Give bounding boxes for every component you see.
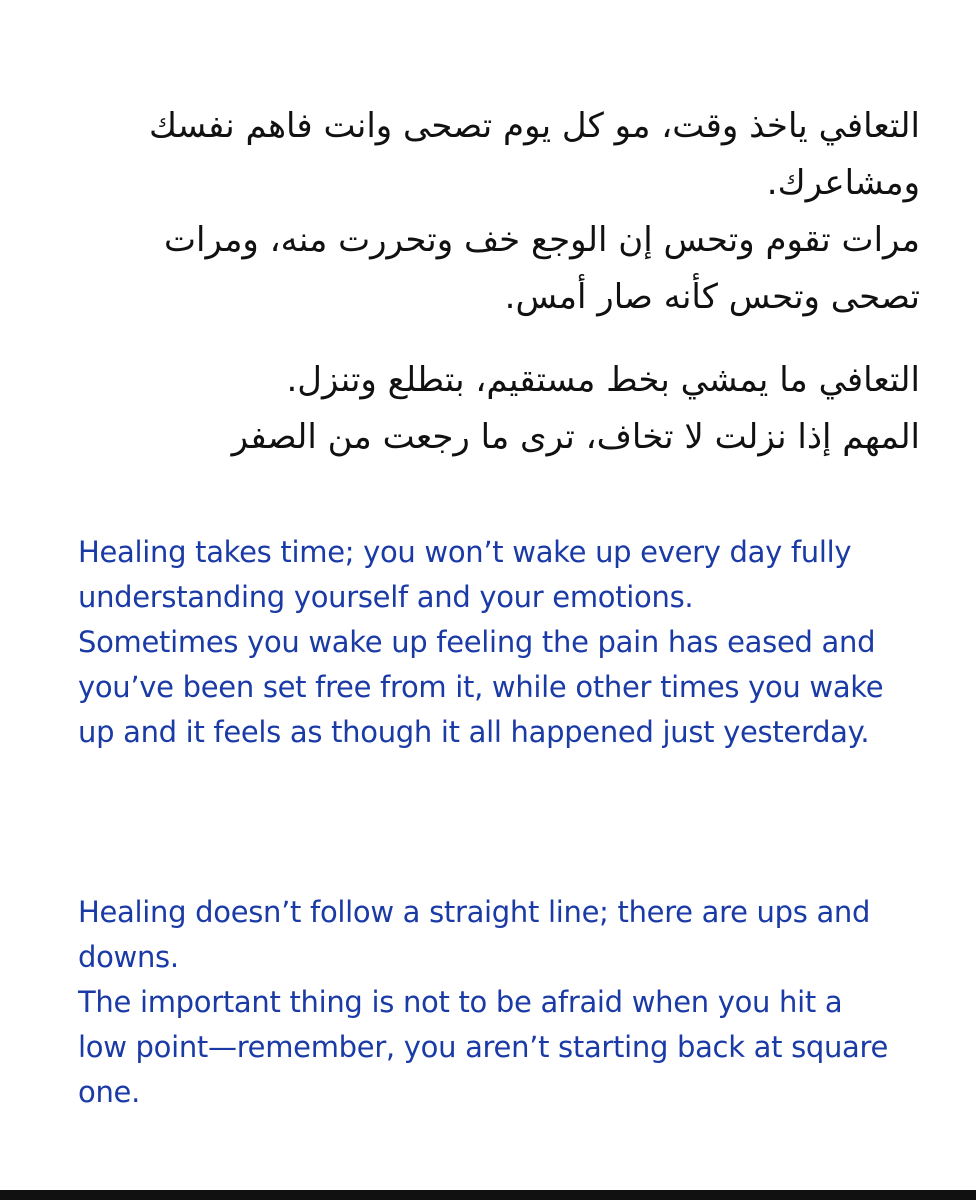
arabic-paragraph-2 [110, 352, 920, 466]
arabic-sentence: المهم إذا نزلت لا تخاف، ترى ما رجعت من الصفر [231, 417, 920, 457]
arabic-paragraph-1 [110, 98, 920, 326]
bottom-edge-bar [0, 1190, 976, 1200]
arabic-sentence: التعافي ياخذ وقت، مو كل يوم تصحى وانت فاهم نفسك ومشاعرك. [149, 106, 920, 203]
english-sentence: Healing doesn’t follow a straight line; there are ups and downs. [78, 895, 871, 974]
arabic-sentence: مرات تقوم وتحس إن الوجع خف وتحررت منه، ومرات تصحى وتحس كأنه صار أمس. [164, 220, 920, 317]
english-sentence: Sometimes you wake up feeling the pain has eased and you’ve been set free from it, while other times you wake up and it feels as though it all happened just yesterday. [78, 625, 884, 749]
english-paragraph-1 [78, 530, 898, 755]
english-paragraph-2 [78, 890, 898, 1115]
english-sentence: Healing takes time; you won’t wake up every day fully understanding yourself and your emotions. [78, 535, 852, 614]
arabic-sentence: التعافي ما يمشي بخط مستقيم، بتطلع وتنزل. [286, 360, 920, 400]
english-sentence: The important thing is not to be afraid when you hit a low point—remember, you aren’t starting back at square one. [78, 985, 889, 1109]
